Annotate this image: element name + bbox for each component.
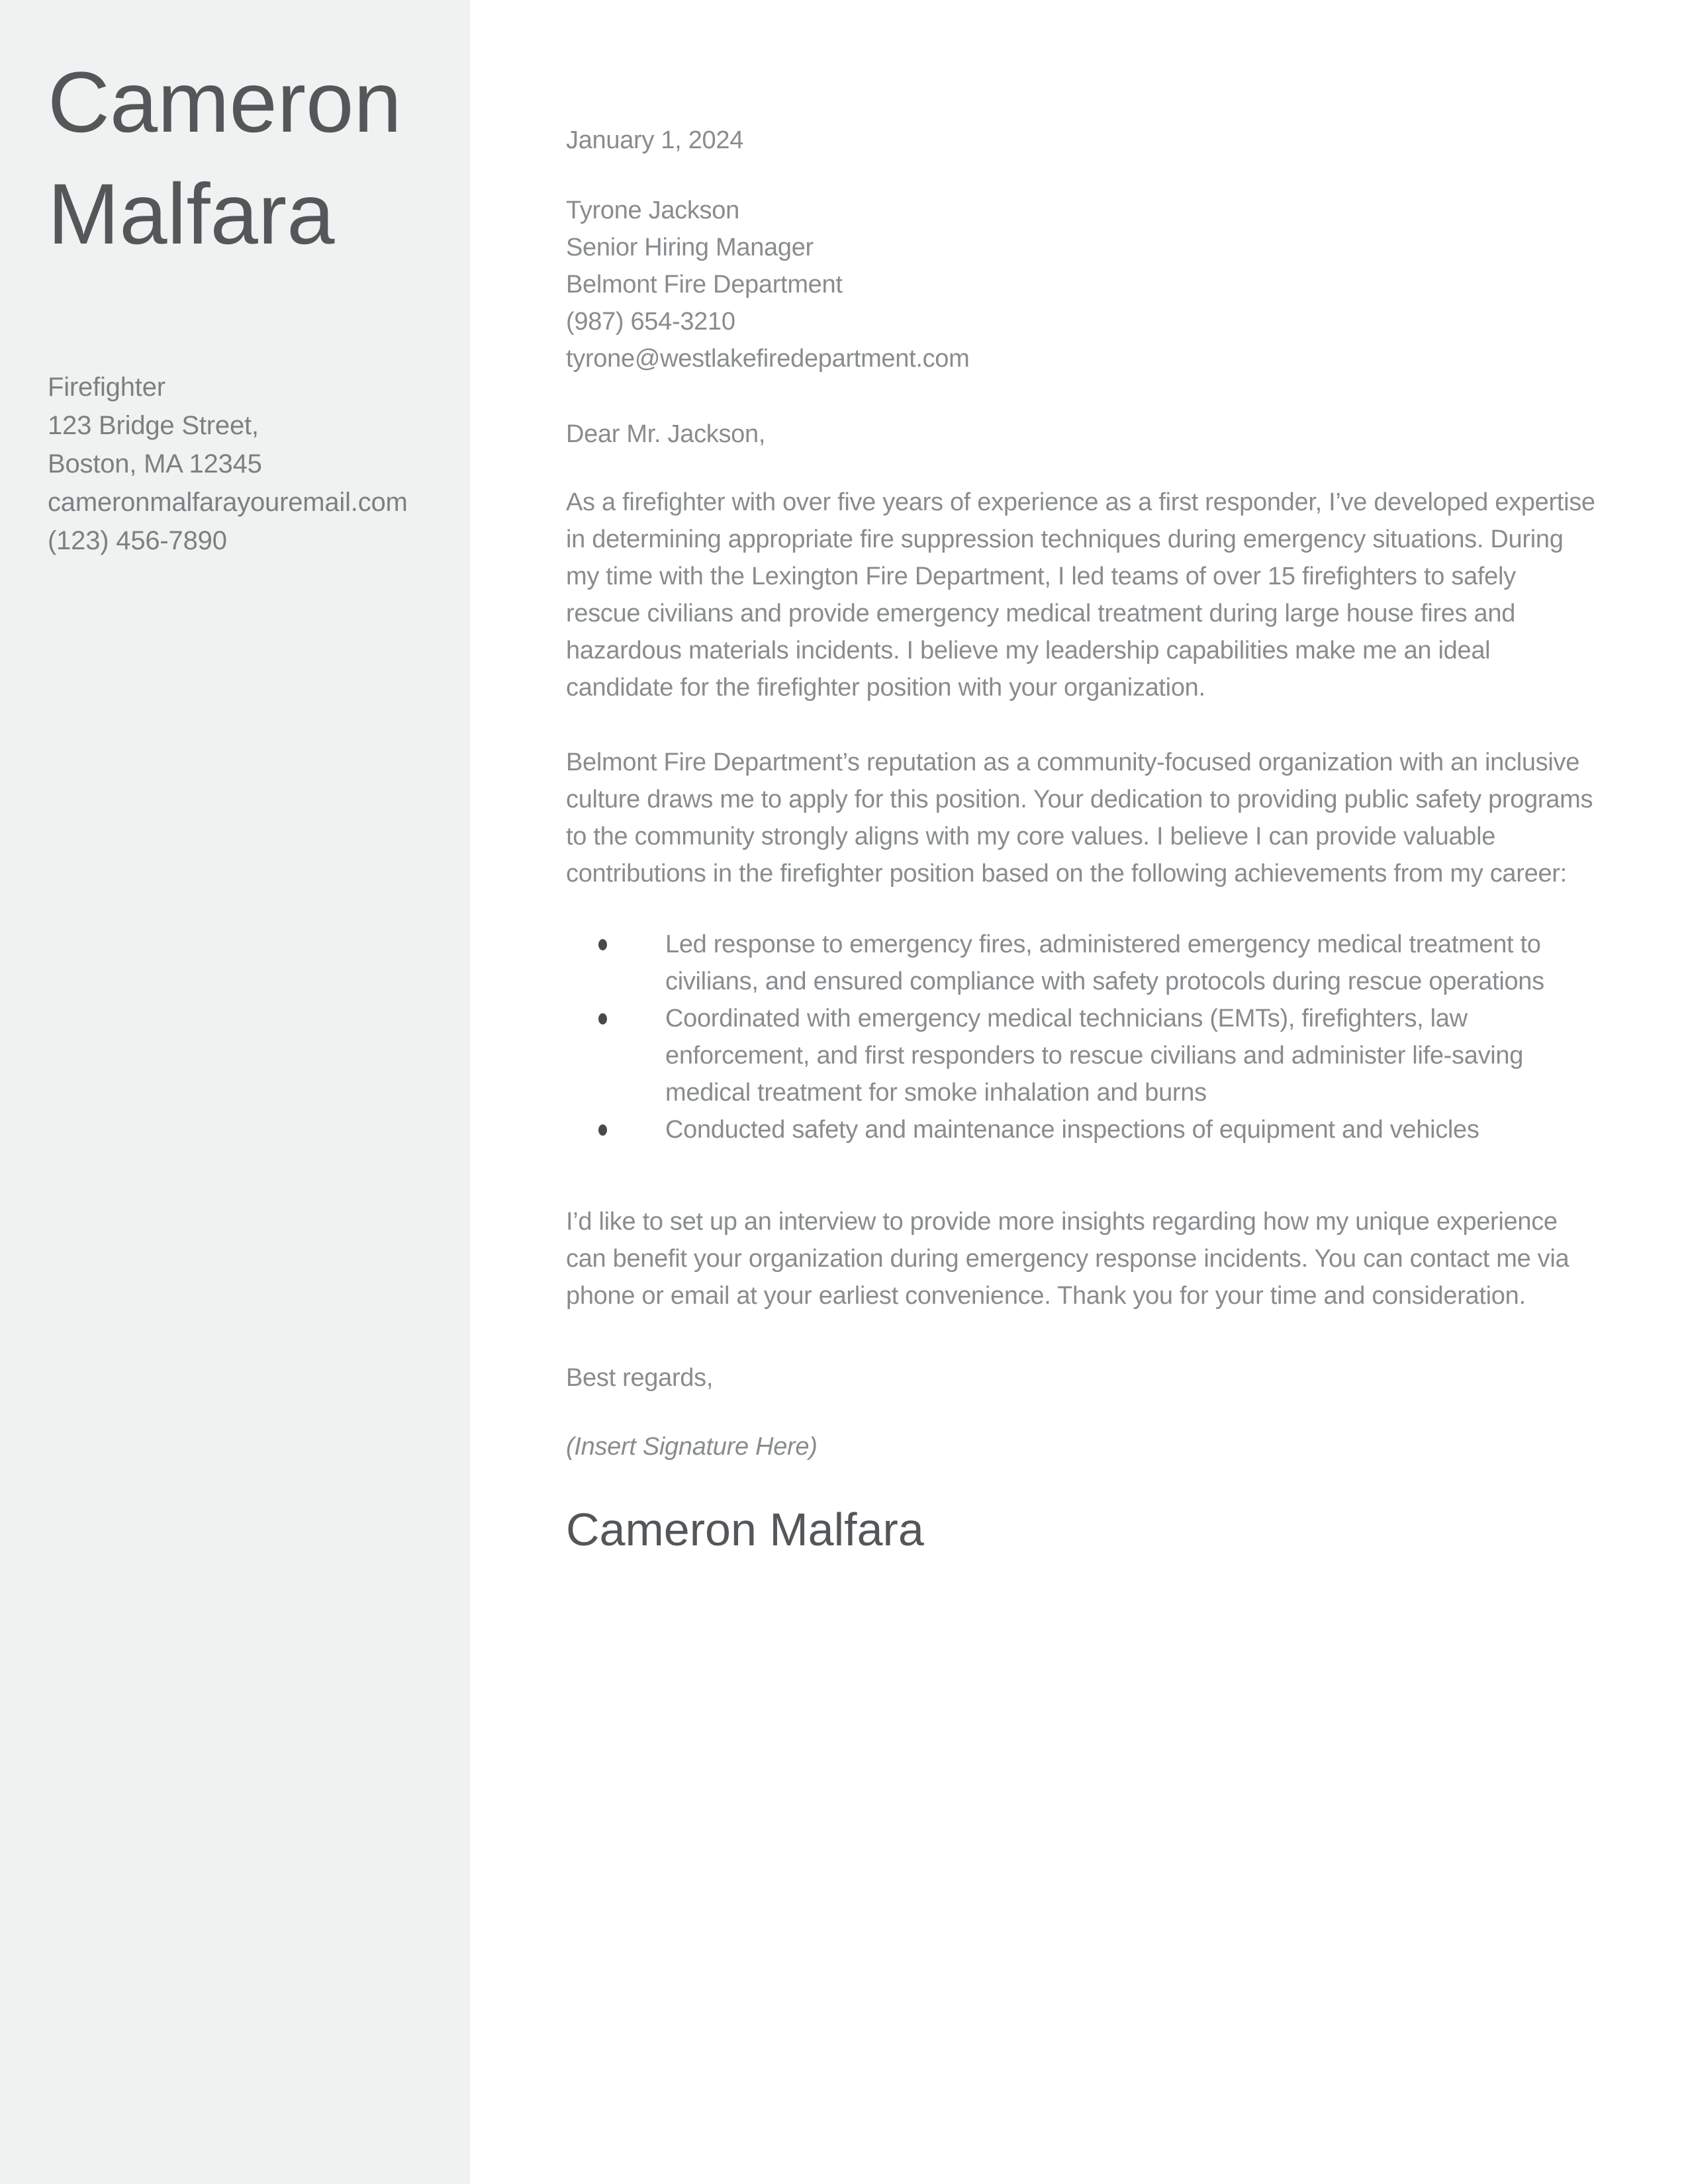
- contact-info-block: [48, 368, 444, 560]
- applicant-email: cameronmalfarayouremail.com: [48, 488, 408, 517]
- recipient-name: Tyrone Jackson: [566, 197, 739, 224]
- applicant-address-city: Boston, MA 12345: [48, 449, 262, 478]
- achievement-item: [566, 1111, 1595, 1148]
- recipient-block: [566, 192, 1595, 377]
- achievement-text: Led response to emergency fires, administered emergency medical treatment to civilians, and ensured compliance with safety protocols during rescue operations: [665, 931, 1544, 995]
- achievement-item: [566, 1000, 1595, 1111]
- recipient-phone: (987) 654-3210: [566, 308, 735, 336]
- paragraph-closing: I’d like to set up an interview to provide more insights regarding how my unique experience can benefit your organization during emergency response incidents. You can contact me via phone or email at your earliest convenience. Thank you for your time and consideration.: [566, 1208, 1570, 1310]
- applicant-address-street: 123 Bridge Street,: [48, 411, 259, 440]
- bullet-icon: [598, 1013, 607, 1024]
- paragraph-motivation: Belmont Fire Department’s reputation as a community-focused organization with an inclusive culture draws me to apply for this position. Your dedication to providing public safety programs to the community strongly aligns with my core values. I believe I can provide valuable contributions in the firefighter position based on the following achievements from my career:: [566, 749, 1593, 887]
- recipient-organization: Belmont Fire Department: [566, 271, 843, 298]
- signature-placeholder: (Insert Signature Here): [566, 1433, 818, 1461]
- applicant-name-line2: Malfara: [48, 165, 335, 262]
- achievements-list: [566, 926, 1595, 1148]
- bullet-icon: [598, 939, 607, 950]
- achievement-text: Coordinated with emergency medical technicians (EMTs), firefighters, law enforcement, and first responders to rescue civilians and administer life-saving medical treatment for smoke inhalation and burns: [665, 1005, 1524, 1107]
- sidebar: [0, 0, 470, 2184]
- recipient-email: tyrone@westlakefiredepartment.com: [566, 345, 970, 373]
- signoff: Best regards,: [566, 1364, 714, 1392]
- bullet-icon: [598, 1124, 607, 1136]
- achievement-text: Conducted safety and maintenance inspections of equipment and vehicles: [665, 1116, 1479, 1144]
- letter-body: [566, 0, 1595, 1559]
- applicant-phone: (123) 456-7890: [48, 526, 227, 555]
- salutation: Dear Mr. Jackson,: [566, 420, 766, 448]
- signature-name: Cameron Malfara: [566, 1504, 924, 1555]
- applicant-job-title: Firefighter: [48, 373, 165, 402]
- achievement-item: [566, 926, 1595, 1000]
- letter-date: January 1, 2024: [566, 126, 744, 154]
- paragraph-introduction: As a firefighter with over five years of experience as a first responder, I’ve developed expertise in determining appropriate fire suppression techniques during emergency situations. During my time with the Lexington Fire Department, I led teams of over 15 firefighters to safely rescue civilians and provide emergency medical treatment during large house fires and hazardous materials incidents. I believe my leadership capabilities make me an ideal candidate for the firefighter position with your organization.: [566, 488, 1595, 702]
- applicant-name: [48, 46, 444, 270]
- recipient-title: Senior Hiring Manager: [566, 234, 814, 261]
- applicant-name-line1: Cameron: [48, 54, 402, 150]
